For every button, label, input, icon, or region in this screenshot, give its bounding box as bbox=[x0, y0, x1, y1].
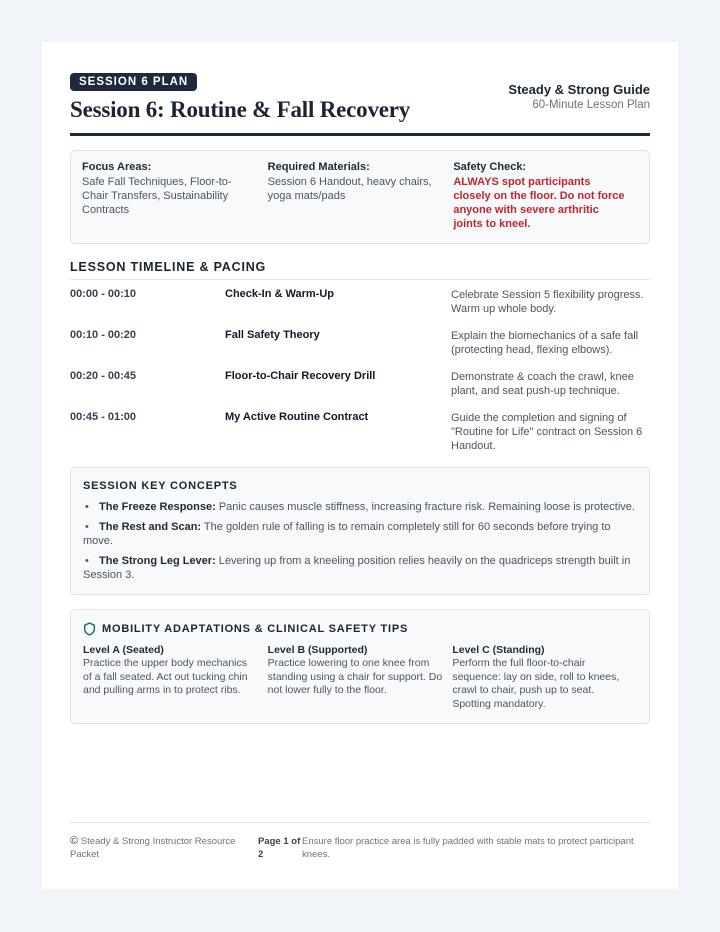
footer-note: Ensure floor practice area is fully padded with stable mats to protect participant knees. bbox=[302, 836, 634, 860]
timeline-activity: Check-In & Warm-Up bbox=[225, 288, 334, 300]
brand-name: Steady & Strong Guide bbox=[508, 82, 650, 97]
timeline-title: LESSON TIMELINE & PACING bbox=[70, 260, 650, 280]
timeline-time: 00:45 - 01:00 bbox=[70, 411, 137, 423]
timeline-activity: My Active Routine Contract bbox=[225, 411, 369, 423]
bullet-icon: • bbox=[85, 555, 89, 567]
concept-text: Levering up from a kneeling position relies heavily on the quadriceps strength built in Session 3. bbox=[83, 555, 631, 581]
header-rule bbox=[70, 133, 650, 136]
brand-subtitle: 60-Minute Lesson Plan bbox=[532, 99, 650, 111]
footer-left bbox=[70, 835, 258, 861]
copyright-icon: © bbox=[70, 835, 79, 847]
mobility-box bbox=[70, 609, 650, 724]
timeline-description: Demonstrate & coach the crawl, knee plant, and seat push-up technique. bbox=[451, 371, 634, 397]
concept-text: Panic causes muscle stiffness, increasing fracture risk. Remaining loose is protective. bbox=[215, 501, 635, 513]
materials-label: Required Materials: bbox=[267, 161, 370, 173]
level-b bbox=[268, 644, 453, 711]
footer-resource-text: Steady & Strong Instructor Resource Packet bbox=[70, 836, 236, 860]
page-title: Session 6: Routine & Fall Recovery bbox=[70, 97, 411, 122]
safety-warning: ALWAYS spot participants closely on the floor. Do not force anyone with severe arthritic joints to kneel. bbox=[453, 176, 625, 230]
focus-label: Focus Areas: bbox=[82, 161, 152, 173]
concept-item bbox=[83, 500, 637, 514]
concept-text: The golden rule of falling is to remain completely still for 60 seconds before trying to move. bbox=[83, 521, 611, 547]
level-a bbox=[83, 644, 268, 711]
concept-item bbox=[83, 554, 637, 582]
timeline-description: Celebrate Session 5 flexibility progress. Warm up whole body. bbox=[451, 289, 644, 315]
concept-term: The Rest and Scan: bbox=[99, 521, 202, 533]
timeline-row bbox=[70, 288, 650, 316]
key-concepts-title: SESSION KEY CONCEPTS bbox=[83, 480, 238, 492]
concept-item bbox=[83, 520, 637, 548]
safety-column bbox=[453, 161, 639, 231]
bullet-icon: • bbox=[85, 501, 89, 513]
level-text: Practice lowering to one knee from standing using a chair for support. Do not lower fully to the floor. bbox=[267, 657, 443, 696]
concept-term: The Freeze Response: bbox=[99, 501, 216, 513]
info-panel bbox=[70, 150, 650, 244]
focus-text: Safe Fall Techniques, Floor-to-Chair Transfers, Sustainability Contracts bbox=[82, 176, 232, 216]
focus-column bbox=[82, 161, 268, 231]
materials-column bbox=[268, 161, 454, 231]
header-left bbox=[70, 72, 410, 123]
brand-block bbox=[508, 72, 650, 111]
level-text: Practice the upper body mechanics of a fall seated. Act out tucking chin and pulling arms in to protect ribs. bbox=[83, 657, 248, 696]
materials-text: Session 6 Handout, heavy chairs, yoga mats/pads bbox=[267, 176, 432, 202]
levels-grid bbox=[83, 644, 637, 711]
level-c bbox=[452, 644, 637, 711]
mobility-title: MOBILITY ADAPTATIONS & CLINICAL SAFETY TIPS bbox=[102, 623, 409, 635]
timeline-row bbox=[70, 411, 650, 453]
concept-term: The Strong Leg Lever: bbox=[99, 555, 216, 567]
timeline-row bbox=[70, 370, 650, 398]
timeline-time: 00:10 - 00:20 bbox=[70, 329, 137, 341]
timeline-activity: Fall Safety Theory bbox=[225, 329, 320, 341]
timeline-description: Guide the completion and signing of "Routine for Life" contract on Session 6 Handout. bbox=[451, 412, 643, 452]
level-heading: Level B (Supported) bbox=[267, 644, 368, 656]
timeline-description: Explain the biomechanics of a safe fall (protecting head, flexing elbows). bbox=[451, 330, 639, 356]
bullet-icon: • bbox=[85, 521, 89, 533]
timeline-time: 00:20 - 00:45 bbox=[70, 370, 137, 382]
timeline-activity: Floor-to-Chair Recovery Drill bbox=[225, 370, 376, 382]
timeline-time: 00:00 - 00:10 bbox=[70, 288, 137, 300]
session-badge: SESSION 6 PLAN bbox=[70, 73, 197, 91]
level-heading: Level A (Seated) bbox=[83, 644, 164, 656]
page-footer bbox=[70, 822, 650, 861]
key-concepts-box bbox=[70, 467, 650, 595]
header bbox=[70, 72, 650, 123]
safety-label: Safety Check: bbox=[453, 161, 527, 173]
timeline-table bbox=[70, 288, 650, 453]
level-heading: Level C (Standing) bbox=[452, 644, 545, 656]
timeline-row bbox=[70, 329, 650, 357]
page-number: Page 1 of 2 bbox=[258, 836, 301, 860]
shield-icon bbox=[83, 622, 96, 636]
lesson-plan-page bbox=[42, 42, 678, 889]
mobility-header bbox=[83, 622, 637, 636]
level-text: Perform the full floor-to-chair sequence: lay on side, roll to knees, crawl to chair, push up to seat. Spotting mandatory. bbox=[452, 657, 620, 710]
